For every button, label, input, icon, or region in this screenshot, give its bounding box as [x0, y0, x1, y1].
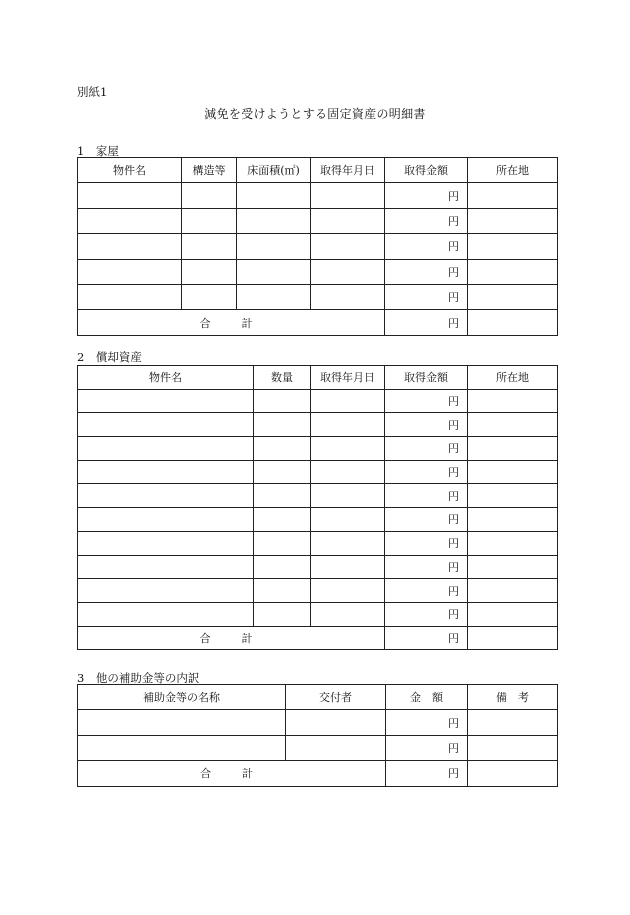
table-row — [78, 259, 558, 284]
cell-floor-area[interactable] — [237, 208, 311, 233]
table-row — [78, 484, 558, 508]
total-location-blank — [468, 310, 558, 335]
cell-location[interactable] — [468, 259, 558, 284]
cell-quantity[interactable] — [254, 389, 311, 413]
cell-structure[interactable] — [182, 183, 237, 208]
col-header-floor-area: 床面積(㎡) — [237, 158, 311, 183]
cell-acquired-date[interactable] — [311, 579, 385, 603]
cell-location[interactable] — [468, 531, 558, 555]
table-row — [78, 710, 558, 735]
cell-acquired-amount[interactable]: 円 — [385, 259, 468, 284]
cell-name[interactable] — [78, 389, 254, 413]
cell-acquired-amount[interactable]: 円 — [385, 460, 468, 484]
cell-location[interactable] — [468, 284, 558, 309]
cell-acquired-amount[interactable]: 円 — [385, 555, 468, 579]
total-label: 合 計 — [78, 626, 385, 650]
cell-floor-area[interactable] — [237, 259, 311, 284]
cell-acquired-amount[interactable]: 円 — [385, 437, 468, 461]
cell-quantity[interactable] — [254, 555, 311, 579]
cell-structure[interactable] — [182, 208, 237, 233]
col-header-acquired-amount: 取得金額 — [385, 158, 468, 183]
cell-acquired-amount[interactable]: 円 — [385, 183, 468, 208]
section-1-heading: 1 家屋 — [77, 144, 119, 158]
table-header-row — [78, 685, 558, 710]
table-row — [78, 460, 558, 484]
col-header-subsidy-name: 補助金等の名称 — [78, 685, 286, 710]
cell-acquired-amount[interactable]: 円 — [385, 234, 468, 259]
cell-acquired-amount[interactable]: 円 — [385, 413, 468, 437]
cell-grantor[interactable] — [286, 710, 386, 735]
cell-quantity[interactable] — [254, 602, 311, 626]
cell-name[interactable] — [78, 460, 254, 484]
table-row — [78, 208, 558, 233]
cell-name[interactable] — [78, 413, 254, 437]
cell-acquired-date[interactable] — [311, 555, 385, 579]
cell-grantor[interactable] — [286, 735, 386, 760]
total-row — [78, 761, 558, 786]
cell-location[interactable] — [468, 208, 558, 233]
total-row — [78, 626, 558, 650]
total-row — [78, 310, 558, 335]
col-header-location: 所在地 — [468, 366, 558, 390]
cell-name[interactable] — [78, 555, 254, 579]
cell-quantity[interactable] — [254, 579, 311, 603]
col-header-acquired-amount: 取得金額 — [385, 366, 468, 390]
cell-name[interactable] — [78, 208, 182, 233]
table-row — [78, 531, 558, 555]
cell-acquired-amount[interactable]: 円 — [385, 579, 468, 603]
cell-acquired-date[interactable] — [311, 531, 385, 555]
cell-location[interactable] — [468, 234, 558, 259]
cell-acquired-date[interactable] — [311, 234, 385, 259]
cell-quantity[interactable] — [254, 460, 311, 484]
cell-quantity[interactable] — [254, 413, 311, 437]
cell-location[interactable] — [468, 460, 558, 484]
cell-name[interactable] — [78, 183, 182, 208]
cell-acquired-date[interactable] — [311, 259, 385, 284]
cell-acquired-date[interactable] — [311, 284, 385, 309]
total-label: 合 計 — [78, 310, 385, 335]
buildings-table — [77, 157, 558, 336]
col-header-acquired-date: 取得年月日 — [311, 366, 385, 390]
col-header-acquired-date: 取得年月日 — [311, 158, 385, 183]
cell-floor-area[interactable] — [237, 183, 311, 208]
cell-name[interactable] — [78, 437, 254, 461]
table-row — [78, 437, 558, 461]
cell-acquired-amount[interactable]: 円 — [385, 389, 468, 413]
cell-remarks[interactable] — [468, 735, 558, 760]
annex-label: 別紙1 — [77, 85, 108, 99]
cell-acquired-date[interactable] — [311, 484, 385, 508]
table-row — [78, 579, 558, 603]
cell-name[interactable] — [78, 234, 182, 259]
col-header-grantor: 交付者 — [286, 685, 386, 710]
cell-location[interactable] — [468, 555, 558, 579]
table-row — [78, 183, 558, 208]
col-header-amount: 金 額 — [386, 685, 468, 710]
cell-floor-area[interactable] — [237, 284, 311, 309]
cell-name[interactable] — [78, 579, 254, 603]
table-header-row — [78, 366, 558, 390]
cell-location[interactable] — [468, 413, 558, 437]
cell-location[interactable] — [468, 437, 558, 461]
cell-location[interactable] — [468, 389, 558, 413]
table-row — [78, 555, 558, 579]
cell-location[interactable] — [468, 508, 558, 532]
cell-acquired-amount[interactable]: 円 — [385, 208, 468, 233]
total-location-blank — [468, 626, 558, 650]
table-row — [78, 389, 558, 413]
cell-acquired-date[interactable] — [311, 508, 385, 532]
cell-location[interactable] — [468, 602, 558, 626]
cell-location[interactable] — [468, 183, 558, 208]
total-amount[interactable]: 円 — [386, 761, 468, 786]
cell-name[interactable] — [78, 531, 254, 555]
col-header-quantity: 数量 — [254, 366, 311, 390]
col-header-remarks: 備 考 — [468, 685, 558, 710]
table-row — [78, 508, 558, 532]
cell-quantity[interactable] — [254, 437, 311, 461]
cell-acquired-amount[interactable]: 円 — [385, 531, 468, 555]
section-2-heading: 2 償却資産 — [77, 350, 142, 364]
cell-name[interactable] — [78, 259, 182, 284]
cell-name[interactable] — [78, 484, 254, 508]
cell-acquired-date[interactable] — [311, 208, 385, 233]
cell-structure[interactable] — [182, 234, 237, 259]
cell-location[interactable] — [468, 484, 558, 508]
table-row — [78, 735, 558, 760]
cell-acquired-date[interactable] — [311, 389, 385, 413]
cell-acquired-amount[interactable]: 円 — [385, 508, 468, 532]
document-title: 減免を受けようとする固定資産の明細書 — [204, 107, 426, 121]
cell-quantity[interactable] — [254, 484, 311, 508]
cell-location[interactable] — [468, 579, 558, 603]
cell-quantity[interactable] — [254, 531, 311, 555]
col-header-name: 物件名 — [78, 158, 182, 183]
cell-structure[interactable] — [182, 259, 237, 284]
cell-acquired-date[interactable] — [311, 460, 385, 484]
depreciable-assets-table — [77, 365, 558, 650]
cell-name[interactable] — [78, 284, 182, 309]
cell-quantity[interactable] — [254, 508, 311, 532]
cell-floor-area[interactable] — [237, 234, 311, 259]
table-row — [78, 284, 558, 309]
table-row — [78, 234, 558, 259]
cell-name[interactable] — [78, 602, 254, 626]
cell-amount[interactable]: 円 — [386, 735, 468, 760]
cell-acquired-date[interactable] — [311, 183, 385, 208]
table-header-row — [78, 158, 558, 183]
col-header-location: 所在地 — [468, 158, 558, 183]
total-label: 合 計 — [78, 761, 386, 786]
cell-name[interactable] — [78, 508, 254, 532]
cell-remarks[interactable] — [468, 710, 558, 735]
section-3-heading: 3 他の補助金等の内訳 — [77, 671, 200, 685]
cell-amount[interactable]: 円 — [386, 710, 468, 735]
total-amount[interactable]: 円 — [385, 310, 468, 335]
col-header-structure: 構造等 — [182, 158, 237, 183]
cell-acquired-amount[interactable]: 円 — [385, 284, 468, 309]
cell-acquired-date[interactable] — [311, 437, 385, 461]
cell-acquired-date[interactable] — [311, 413, 385, 437]
cell-acquired-date[interactable] — [311, 602, 385, 626]
table-row — [78, 413, 558, 437]
cell-subsidy-name[interactable] — [78, 735, 286, 760]
cell-acquired-amount[interactable]: 円 — [385, 602, 468, 626]
subsidies-table — [77, 684, 558, 787]
total-remarks-blank — [468, 761, 558, 786]
table-row — [78, 602, 558, 626]
cell-structure[interactable] — [182, 284, 237, 309]
cell-acquired-amount[interactable]: 円 — [385, 484, 468, 508]
total-amount[interactable]: 円 — [385, 626, 468, 650]
col-header-name: 物件名 — [78, 366, 254, 390]
cell-subsidy-name[interactable] — [78, 710, 286, 735]
